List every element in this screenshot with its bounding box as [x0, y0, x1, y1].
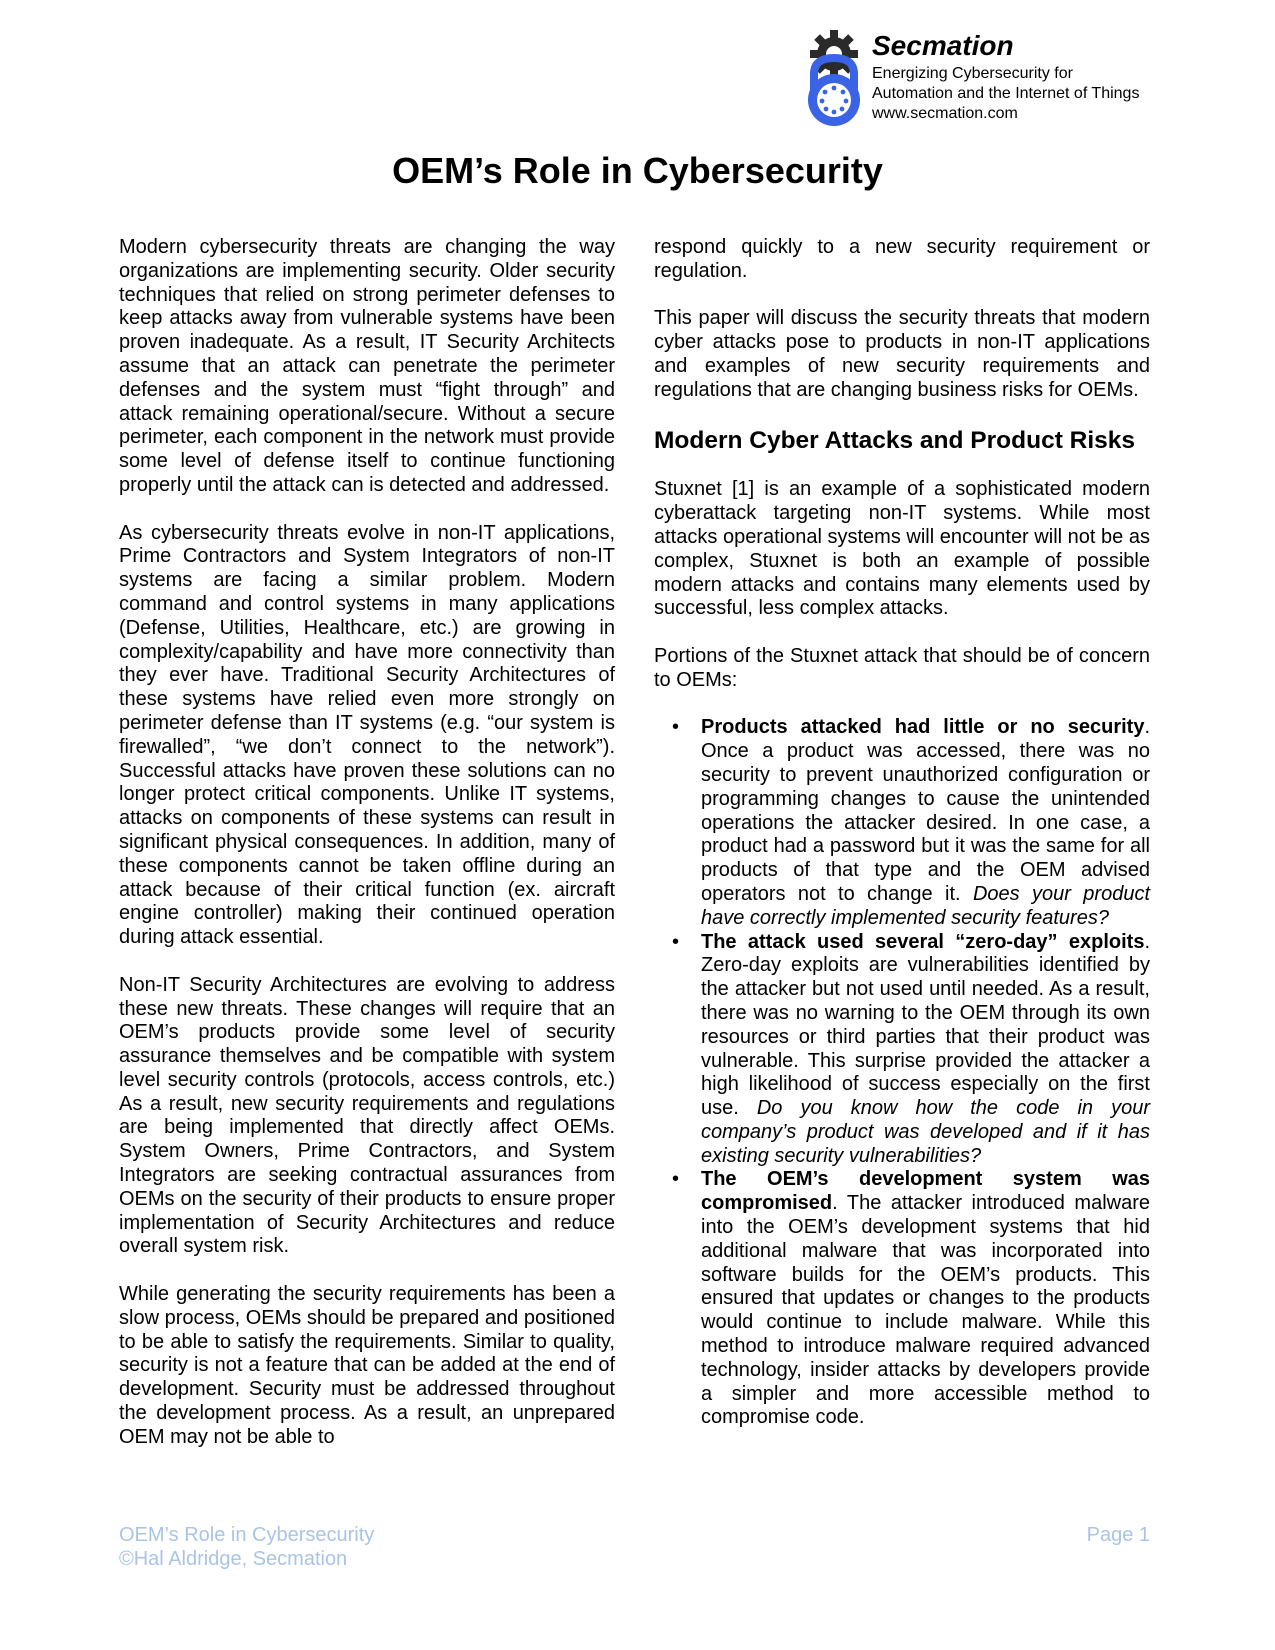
tagline-line-2: Automation and the Internet of Things — [872, 85, 1140, 102]
paragraph: This paper will discuss the security threats that modern cyber attacks pose to products in non-IT applications and examples of new security requirements and regulations that are changing business risks for OEMs. — [654, 307, 1150, 401]
list-item — [672, 1168, 1150, 1430]
bullet-list — [654, 716, 1150, 1430]
paragraph: While generating the security requirements has been a slow process, OEMs should be prepared and positioned to be able to satisfy the requirements. Similar to quality, security is not a feature that can be added at the end of development. Security must be addressed throughout the development process. As a result, an unprepared OEM may not be able to — [119, 1283, 615, 1448]
website-url: www.secmation.com — [872, 105, 1018, 122]
bullet-lead: The OEM’s development system was compromised — [701, 1168, 1150, 1215]
bullet-icon: • — [672, 930, 680, 953]
paragraph: respond quickly to a new security requirement or regulation. — [654, 236, 1150, 282]
bullet-lead: The attack used several “zero-day” exploits — [701, 930, 1145, 953]
footer-copyright: ©Hal Aldridge, Secmation — [119, 1548, 348, 1570]
footer-doc-title: OEM’s Role in Cybersecurity — [119, 1524, 375, 1546]
bullet-question: Do you know how the code in your company’s product was developed and if it has existing security vulnerabilities? — [701, 1097, 1151, 1167]
bullet-text: . The attacker introduced malware into the OEM’s development systems that hid additional malware that was incorporated into software builds for the OEM’s products. This ensured that updates or changes to the products would continue to include malware. While this method to introduce malware required advanced technology, insider attacks by developers provide a simpler and more accessible method to compromise code. — [701, 1192, 1150, 1429]
right-column — [654, 236, 1150, 1430]
section-heading: Modern Cyber Attacks and Product Risks — [654, 427, 1136, 455]
left-column — [119, 236, 615, 1473]
bullet-text: . Zero-day exploits are vulnerabilities identified by the attacker but not used until needed. As a result, there was no warning to the OEM through its own resources or third parties that their product was vulnerable. This surprise provided the attacker a high likelihood of success especially on the first use. — [701, 930, 1150, 1120]
paragraph: Stuxnet [1] is an example of a sophisticated modern cyberattack targeting non-IT systems. While most attacks operational systems will encounter will not be as complex, Stuxnet is both an example of possible modern attacks and contains many elements used by successful, less complex attacks. — [654, 478, 1150, 620]
bullet-icon: • — [672, 1168, 680, 1191]
bullet-icon: • — [672, 716, 680, 739]
tagline-line-1: Energizing Cybersecurity for — [872, 65, 1073, 82]
paragraph: Portions of the Stuxnet attack that should be of concern to OEMs: — [654, 644, 1150, 691]
bullet-question: Does your product have correctly implemented security features? — [701, 882, 1150, 929]
header-logo — [800, 28, 1220, 138]
list-item — [672, 930, 1151, 1169]
list-item — [672, 716, 1150, 930]
footer-left — [119, 1523, 374, 1571]
bullet-lead: Products attacked had little or no security — [701, 716, 1145, 739]
paragraph: As cybersecurity threats evolve in non-IT applications, Prime Contractors and System Integrators of non-IT systems are facing a similar problem. Modern command and control systems in many applications (Defense, Utilities, Healthcare, etc.) are growing in complexity/capability and have more connectivity than they ever have. Traditional Security Architectures of these systems have relied even more strongly on perimeter defense than IT systems (e.g. “our system is firewalled”, “we don’t connect to the network”). Successful attacks have proven these solutions can no longer protect critical components. Unlike IT systems, attacks on components of these systems can result in significant physical consequences. In addition, many of these components cannot be taken offline during an attack because of their critical function (ex. aircraft engine controller) making their continued operation during attack essential. — [119, 521, 615, 949]
paragraph: Modern cybersecurity threats are changing the way organizations are implementing security. Older security techniques that relied on strong perimeter defenses to keep attacks away from vulnerable systems have been proven inadequate. As a result, IT Security Architects assume that an attack can penetrate the perimeter defenses and the system must “fight through” and attack remaining operational/secure. Without a secure perimeter, each component in the network must provide some level of defense itself to continue functioning properly until the attack can is detected and addressed. — [119, 236, 615, 496]
brand-name: Secmation — [872, 30, 1014, 61]
secmation-logo-icon — [800, 28, 868, 132]
page-title: OEM’s Role in Cybersecurity — [392, 150, 883, 191]
page-number: Page 1 — [1086, 1524, 1150, 1546]
paragraph: Non-IT Security Architectures are evolving to address these new threats. These changes will require that an OEM’s products provide some level of security assurance themselves and be compatible with system level security controls (protocols, access controls, etc.) As a result, new security requirements and regulations are being implemented that directly affect OEMs. System Owners, Prime Contractors, and System Integrators are seeking contractual assurances from OEMs on the security of their products to ensure proper implementation of Security Architectures and reduce overall system risk. — [119, 973, 615, 1258]
bullet-text: . Once a product was accessed, there was no security to prevent unauthorized configuration or programming changes to cause the unintended operations the attacker desired. In one case, a product had a password but it was the same for all products of that type and the OEM advised operators not to change it. — [701, 716, 1150, 905]
